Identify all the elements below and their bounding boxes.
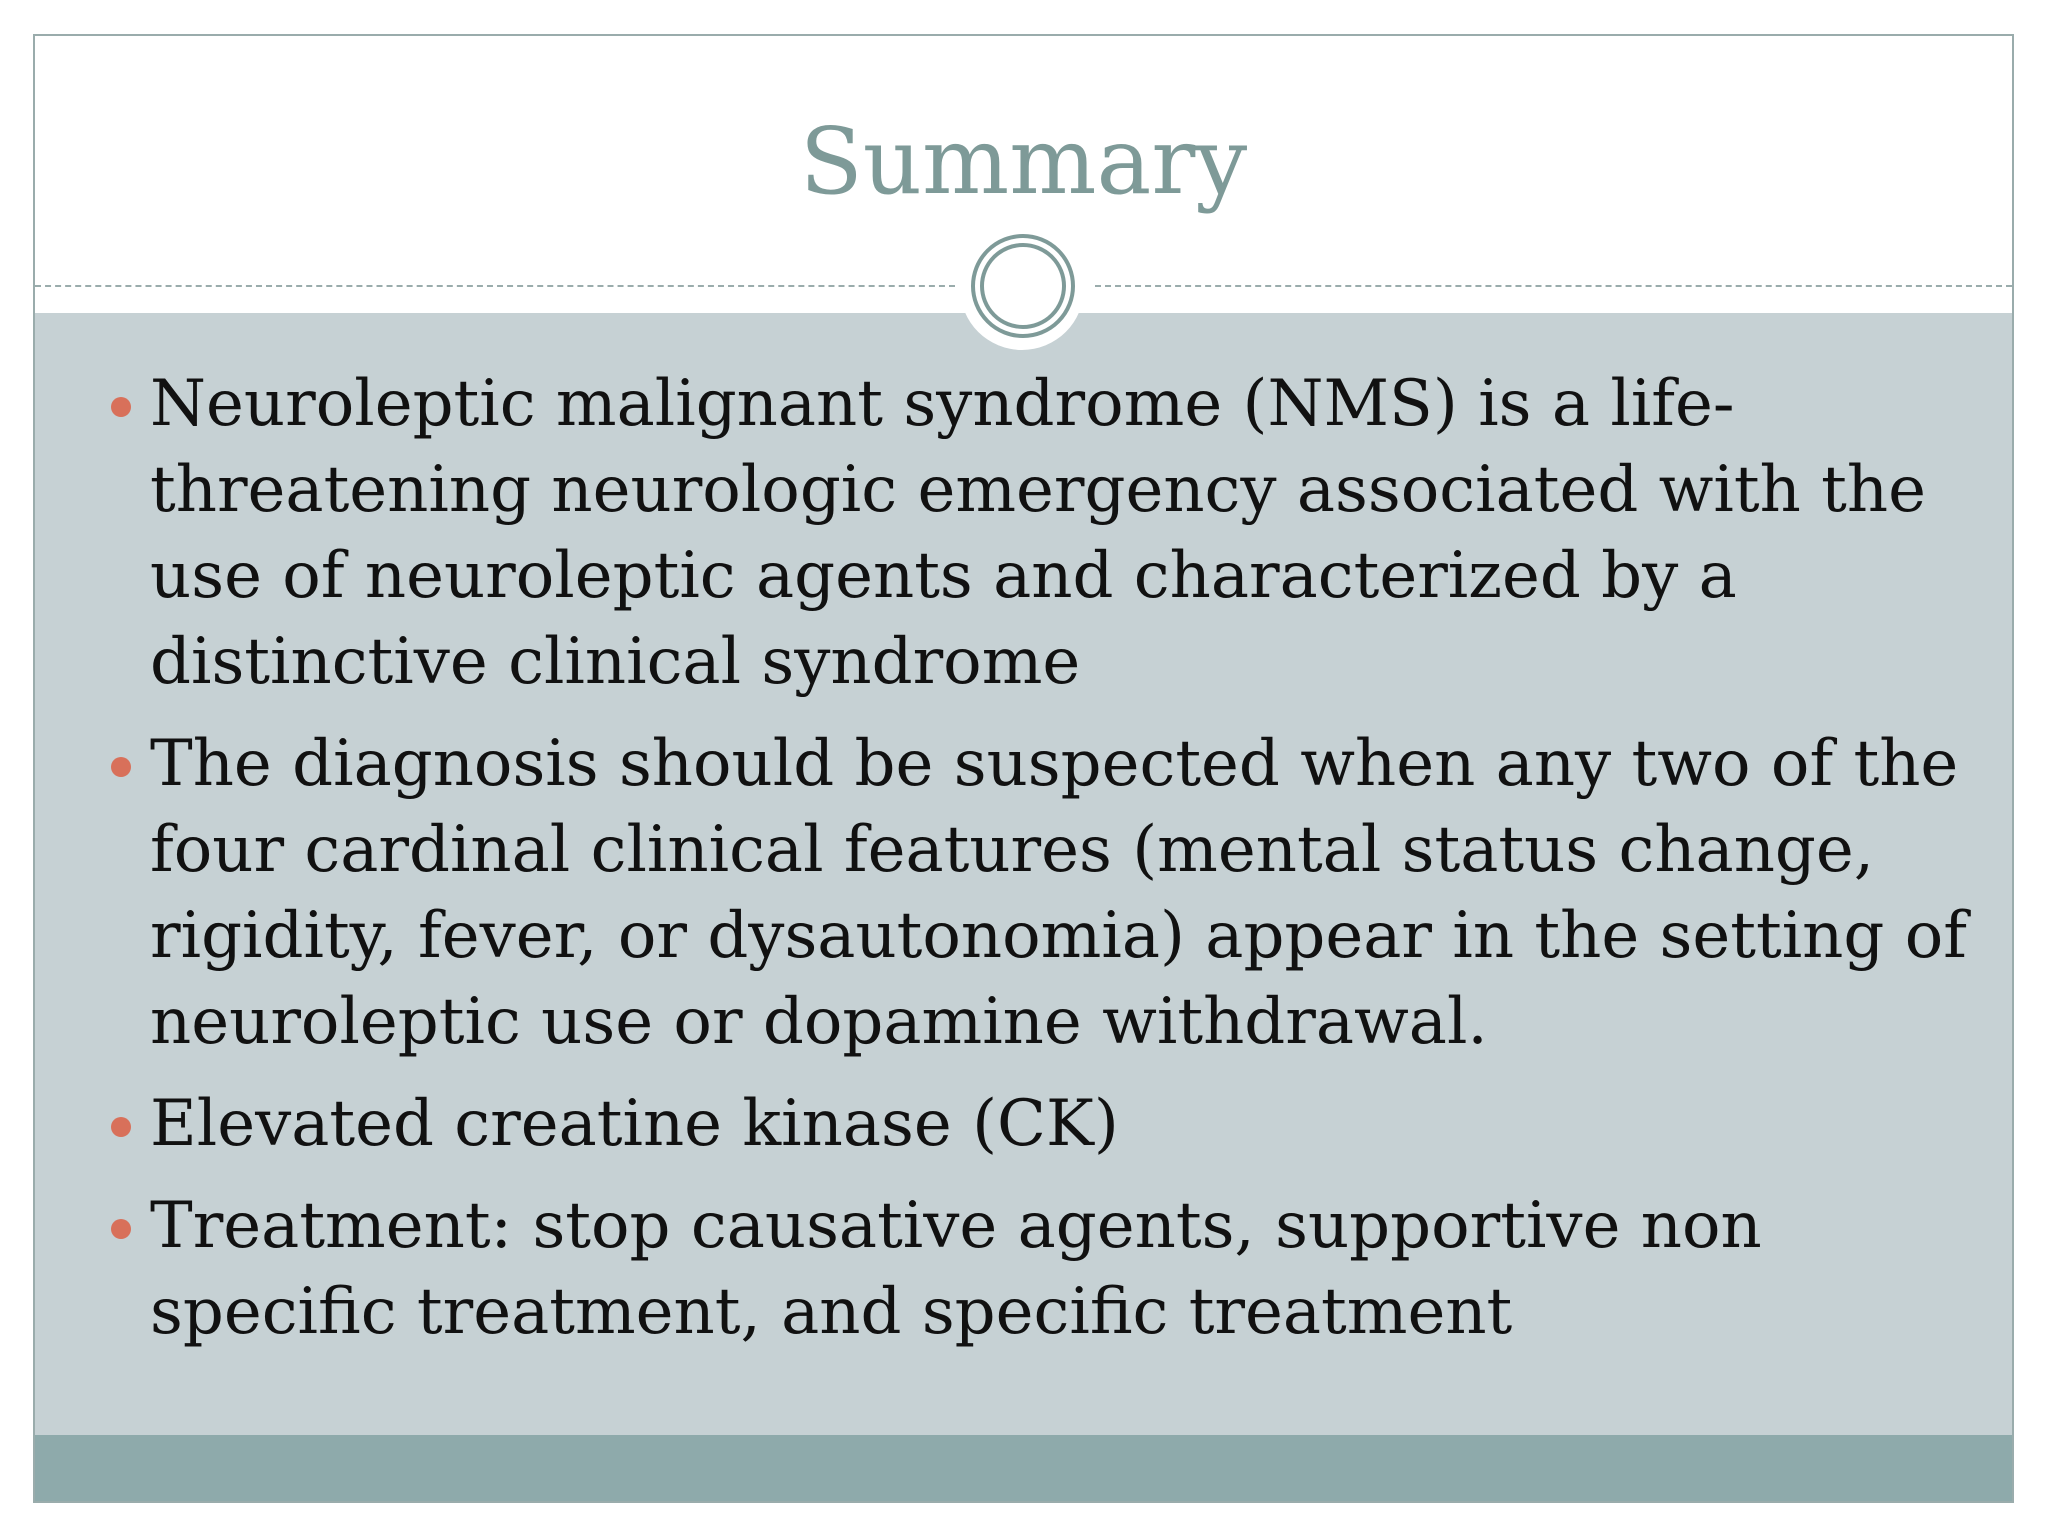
round-bullet-icon [111, 1219, 131, 1239]
round-bullet-icon [111, 757, 131, 777]
title-divider-right [1095, 285, 2012, 287]
title-divider-left [35, 285, 955, 287]
round-bullet-icon [111, 1117, 131, 1137]
slide [33, 34, 2014, 1503]
bullet-text: Elevated creatine kinase (CK) [150, 1087, 1119, 1161]
bullet-text: The diagnosis should be suspected when any two of the four cardinal clinical features (mental status change, rigidity, fever, or dysautonomia) appear in the setting of neuroleptic use or dopamine withdrawal. [150, 727, 1967, 1059]
bullet-item [150, 1081, 2000, 1167]
footer-bar [35, 1435, 2012, 1503]
double-ring-inner-icon [980, 243, 1066, 329]
bullet-list [150, 361, 2000, 1371]
bullet-item [150, 721, 2000, 1065]
bullet-item [150, 361, 2000, 705]
round-bullet-icon [111, 397, 131, 417]
bullet-text: Treatment: stop causative agents, supportive non specific treatment, and specific treatment [150, 1189, 1762, 1349]
bullet-item [150, 1183, 2000, 1355]
slide-title: Summary [799, 108, 1248, 215]
bullet-text: Neuroleptic malignant syndrome (NMS) is a life-threatening neurologic emergency associated with the use of neuroleptic agents and characterized by a distinctive clinical syndrome [150, 367, 1926, 699]
